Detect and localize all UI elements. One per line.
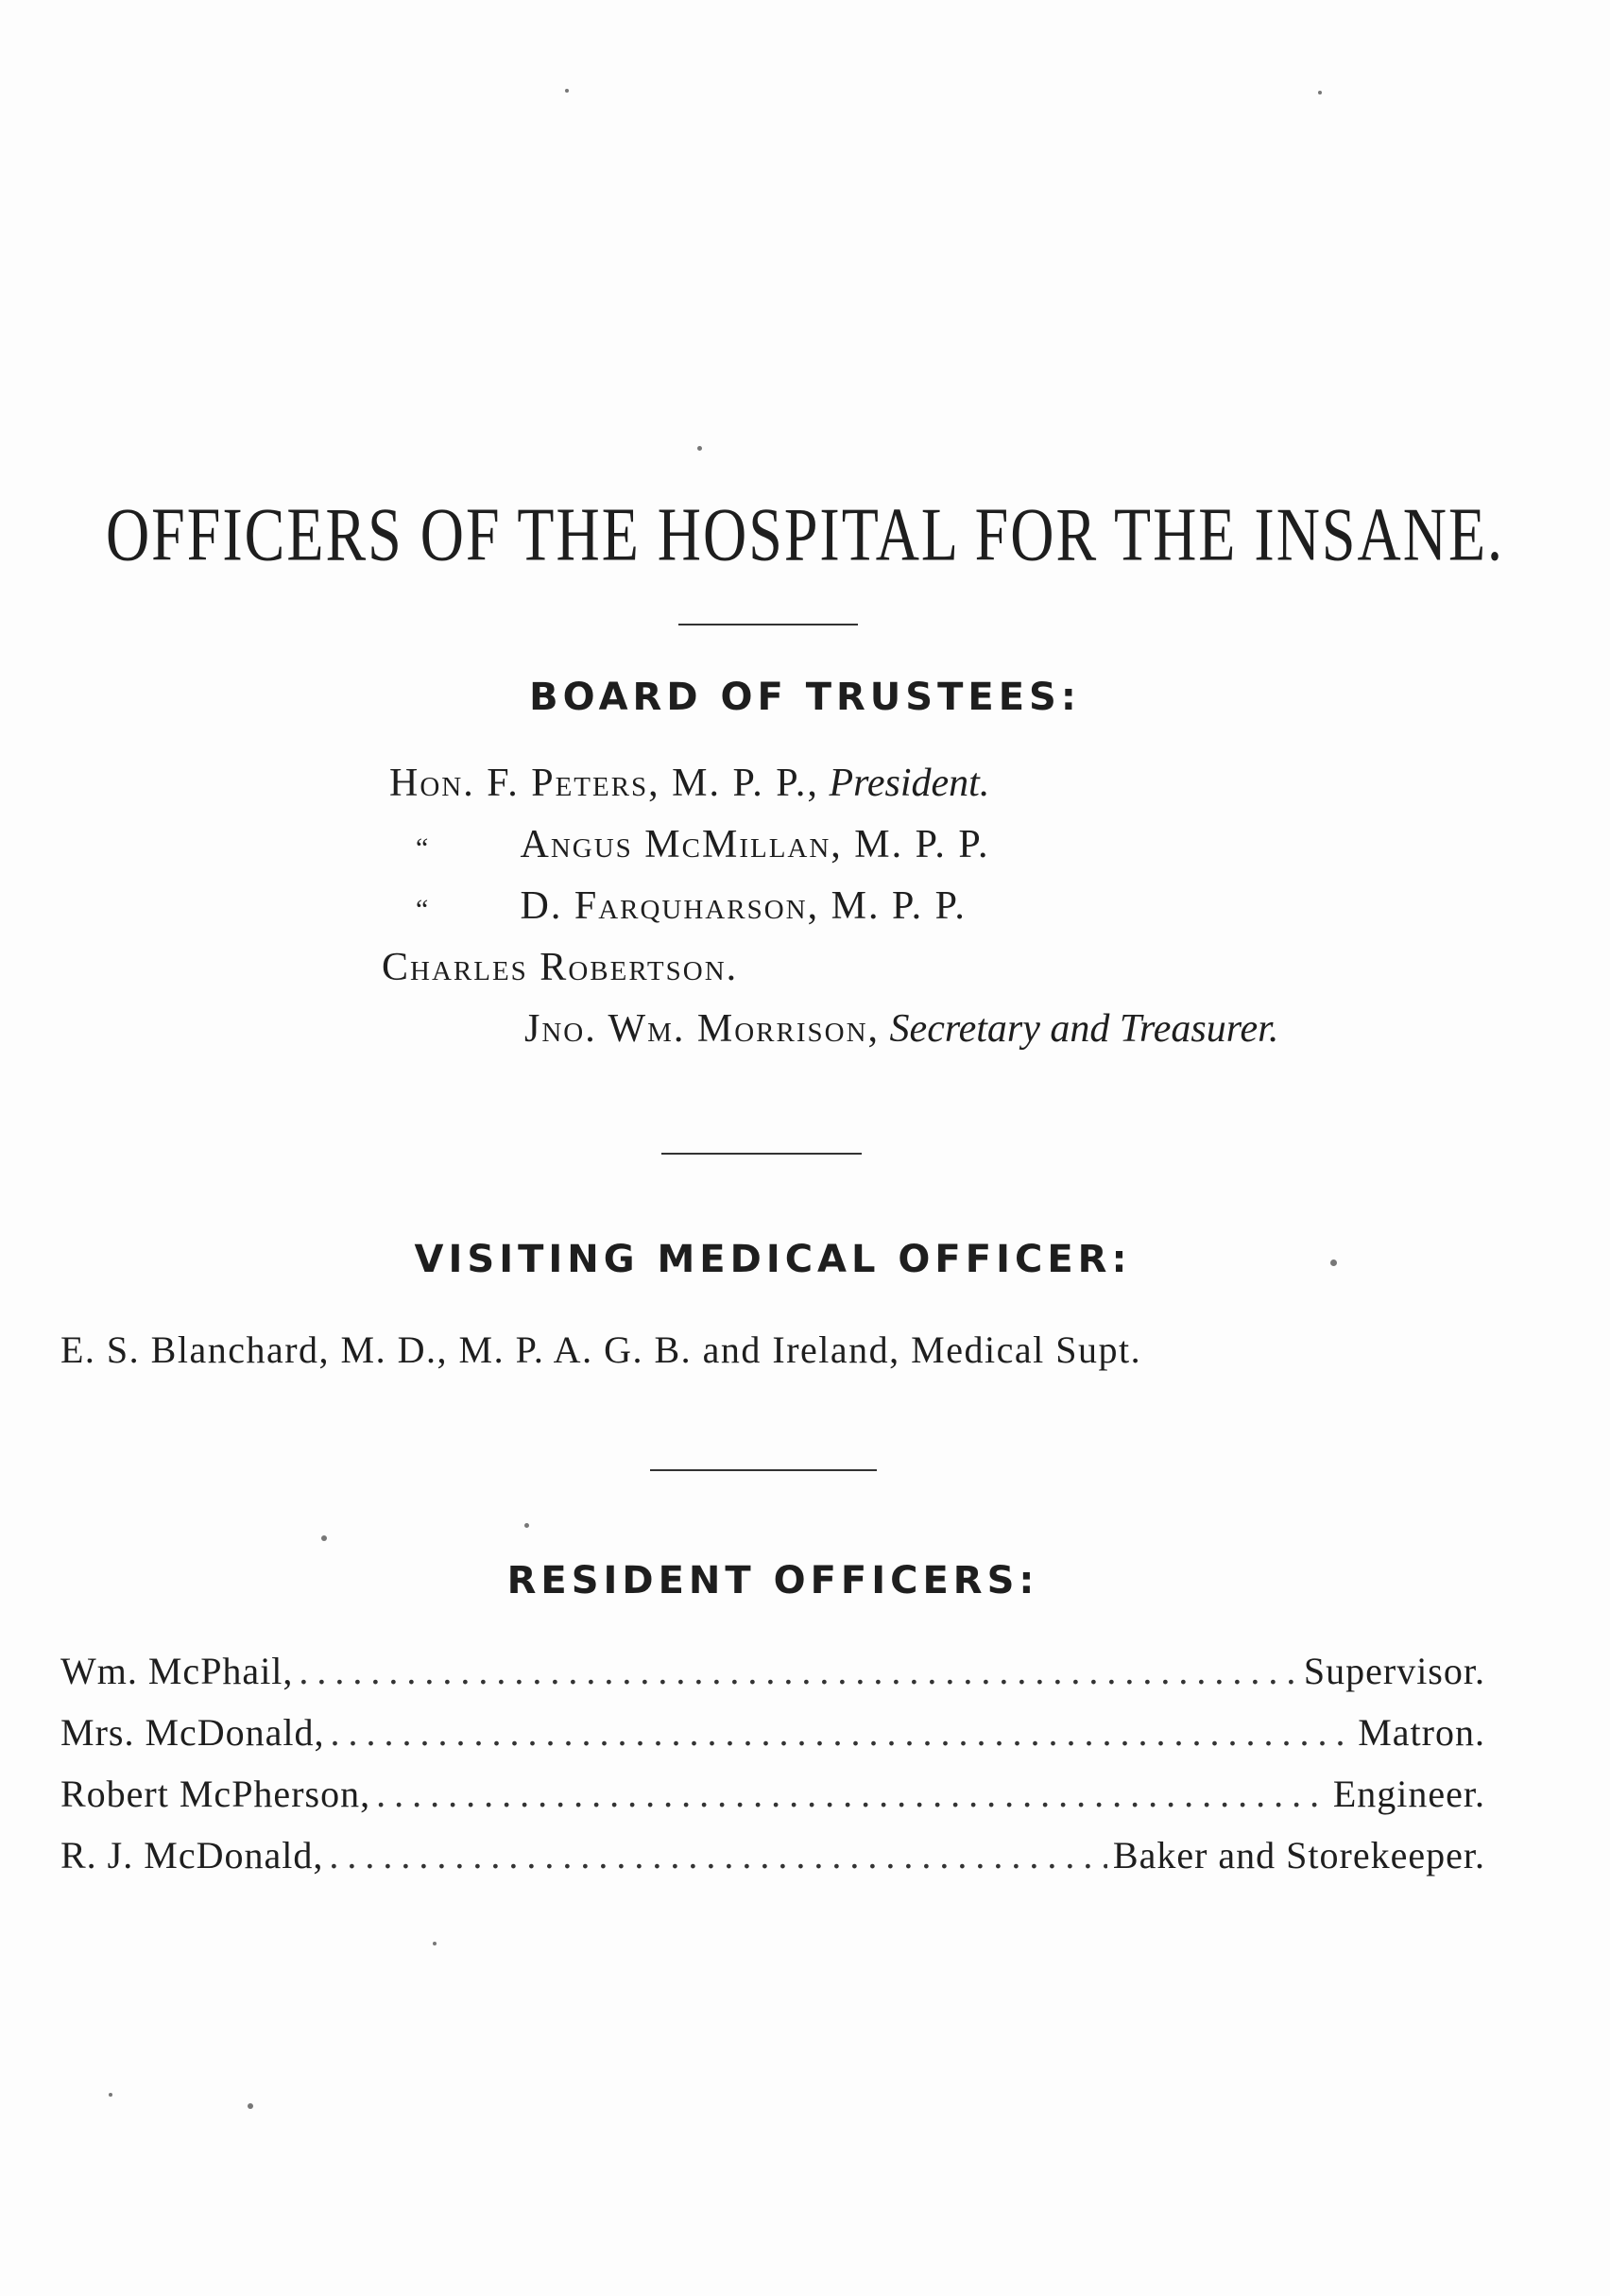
resident-role-1: Supervisor. (1303, 1650, 1485, 1692)
scan-speck (524, 1523, 529, 1528)
resident-role-4: Baker and Storekeeper. (1112, 1834, 1485, 1876)
resident-name-4: R. J. McDonald, (60, 1834, 324, 1876)
scan-speck (321, 1535, 327, 1541)
scan-speck (248, 2103, 253, 2109)
ditto-mark-1: “ (416, 832, 429, 864)
divider-board (661, 1153, 862, 1155)
page-title: OFFICERS OF THE HOSPITAL FOR THE INSANE. (105, 492, 1505, 576)
resident-role-2: Matron. (1358, 1711, 1485, 1754)
visiting-officer-line: E. S. Blanchard, M. D., M. P. A. G. B. and Ireland, Medical Supt. (60, 1328, 1142, 1371)
trustee-line-2 (416, 822, 990, 867)
board-heading: BOARD OF TRUSTEES: (529, 676, 1081, 719)
trustee-line-3 (416, 883, 967, 929)
resident-role-3: Engineer. (1332, 1773, 1485, 1815)
leader-dots-4 (329, 1833, 1107, 1877)
trustee-name-2: Angus McMillan, M. P. P. (520, 823, 990, 866)
trustee-name-4: Charles Robertson. (382, 946, 739, 989)
scan-speck (697, 446, 702, 451)
scan-speck (1318, 91, 1322, 94)
scan-speck (109, 2093, 112, 2097)
resident-row-2 (60, 1710, 1485, 1755)
leader-dots-3 (376, 1772, 1327, 1816)
resident-name-3: Robert McPherson, (60, 1773, 371, 1815)
visiting-heading: VISITING MEDICAL OFFICER: (414, 1238, 1132, 1281)
resident-name-1: Wm. McPhail, (60, 1650, 294, 1692)
resident-row-3 (60, 1772, 1485, 1816)
trustee-line-5 (524, 1006, 1278, 1052)
resident-heading: RESIDENT OFFICERS: (506, 1559, 1039, 1602)
divider-visiting (650, 1469, 877, 1471)
secretary-name: Jno. Wm. Morrison, (524, 1007, 881, 1051)
trustee-name-3: D. Farquharson, M. P. P. (520, 884, 967, 928)
trustee-line-4 (382, 945, 738, 990)
divider-top (678, 624, 858, 625)
scan-speck (1330, 1259, 1337, 1266)
trustee-role-1: President. (829, 762, 990, 805)
secretary-role: Secretary and Treasurer. (889, 1007, 1279, 1051)
trustee-name-1: Hon. F. Peters, M. P. P., (389, 762, 819, 805)
leader-dots-2 (331, 1710, 1353, 1755)
resident-row-1 (60, 1649, 1485, 1693)
trustee-line-1 (389, 761, 989, 806)
resident-name-2: Mrs. McDonald, (60, 1711, 325, 1754)
scan-speck (565, 89, 569, 93)
resident-row-4 (60, 1833, 1485, 1877)
ditto-mark-2: “ (416, 894, 429, 925)
leader-dots-1 (299, 1649, 1297, 1693)
scan-speck (433, 1942, 437, 1945)
